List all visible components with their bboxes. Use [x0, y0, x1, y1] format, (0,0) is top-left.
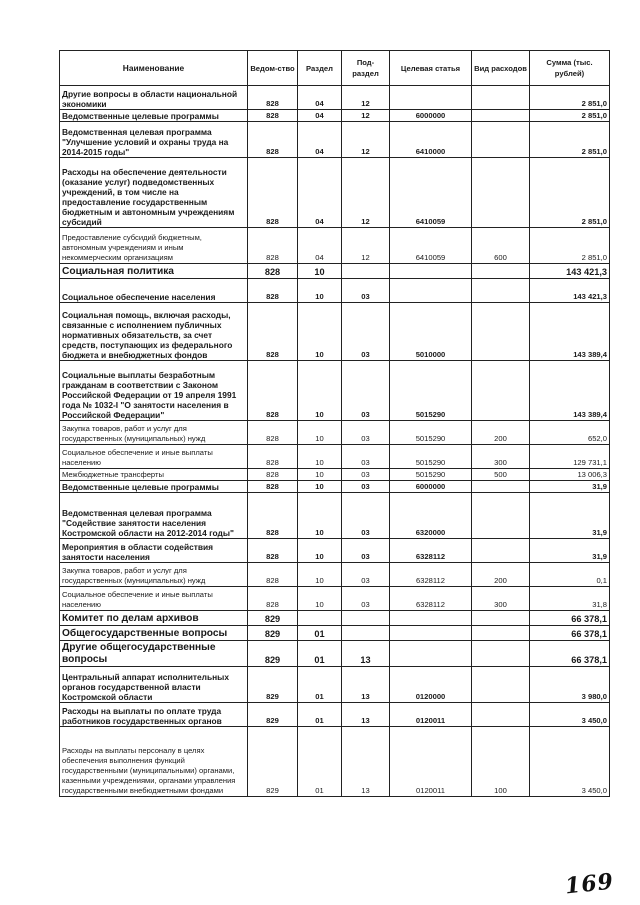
cell-section: 01: [298, 641, 342, 667]
cell-kind: 500: [472, 469, 530, 481]
cell-dept: 828: [248, 122, 298, 158]
cell-dept: 828: [248, 158, 298, 228]
cell-name: Закупка товаров, работ и услуг для государственных (муниципальных) нужд: [60, 563, 248, 587]
table-header-row: [60, 51, 610, 86]
cell-name: Центральный аппарат исполнительных органов государственной власти Костромской области: [60, 667, 248, 703]
cell-dept: 829: [248, 626, 298, 641]
cell-subsection: 03: [342, 563, 390, 587]
table-row: [60, 727, 610, 797]
cell-subsection: 12: [342, 122, 390, 158]
table-row: [60, 587, 610, 611]
cell-dept: 828: [248, 539, 298, 563]
table-row: [60, 469, 610, 481]
cell-amount: 66 378,1: [530, 611, 610, 626]
cell-amount: 31,8: [530, 587, 610, 611]
cell-amount: 3 450,0: [530, 727, 610, 797]
cell-target: 6328112: [390, 563, 472, 587]
cell-section: 01: [298, 626, 342, 641]
cell-dept: 828: [248, 421, 298, 445]
cell-amount: 31,9: [530, 493, 610, 539]
cell-subsection: 03: [342, 481, 390, 493]
header-target: Целевая статья: [390, 51, 472, 86]
cell-section: 10: [298, 361, 342, 421]
cell-name: Расходы на обеспечение деятельности (оказание услуг) подведомственных учреждений, в том числе на предоставление государственным бюджетным и автономным учреждениям субсидий: [60, 158, 248, 228]
cell-dept: 828: [248, 110, 298, 122]
cell-target: 6320000: [390, 493, 472, 539]
cell-amount: 143 389,4: [530, 303, 610, 361]
cell-name: Социальное обеспечение населения: [60, 279, 248, 303]
cell-target: 0120011: [390, 703, 472, 727]
cell-amount: 143 389,4: [530, 361, 610, 421]
cell-amount: 66 378,1: [530, 641, 610, 667]
header-section: Раздел: [298, 51, 342, 86]
cell-kind: [472, 611, 530, 626]
cell-target: [390, 86, 472, 110]
cell-section: 10: [298, 303, 342, 361]
cell-kind: 100: [472, 727, 530, 797]
cell-name: Закупка товаров, работ и услуг для государственных (муниципальных) нужд: [60, 421, 248, 445]
cell-target: 5015290: [390, 361, 472, 421]
cell-subsection: 03: [342, 445, 390, 469]
cell-name: Социальная помощь, включая расходы, связанные с исполнением публичных нормативных обязательств, за счет средств, поступающих из федерального бюджета и внебюджетных фондов: [60, 303, 248, 361]
cell-name: Другие общегосударственные вопросы: [60, 641, 248, 667]
cell-kind: [472, 158, 530, 228]
budget-table: [59, 50, 610, 797]
cell-dept: 828: [248, 469, 298, 481]
table-row: [60, 626, 610, 641]
cell-target: 6328112: [390, 539, 472, 563]
cell-dept: 829: [248, 703, 298, 727]
cell-dept: 828: [248, 361, 298, 421]
cell-amount: 2 851,0: [530, 110, 610, 122]
cell-kind: [472, 110, 530, 122]
cell-target: 6410059: [390, 228, 472, 264]
cell-section: [298, 611, 342, 626]
cell-name: Ведомственная целевая программа "Улучшение условий и охраны труда на 2014-2015 годы": [60, 122, 248, 158]
cell-target: 6410000: [390, 122, 472, 158]
table-row: [60, 445, 610, 469]
cell-amount: 31,9: [530, 539, 610, 563]
cell-amount: 31,9: [530, 481, 610, 493]
cell-kind: 200: [472, 421, 530, 445]
cell-kind: [472, 86, 530, 110]
cell-name: Социальная политика: [60, 264, 248, 279]
cell-amount: 143 421,3: [530, 279, 610, 303]
cell-target: 5015290: [390, 421, 472, 445]
cell-kind: 300: [472, 445, 530, 469]
table-row: [60, 110, 610, 122]
cell-name: Ведомственная целевая программа "Содействие занятости населения Костромской области на 2012-2014 годы": [60, 493, 248, 539]
cell-section: 10: [298, 264, 342, 279]
cell-subsection: 03: [342, 587, 390, 611]
table-row: [60, 641, 610, 667]
cell-subsection: 03: [342, 493, 390, 539]
cell-name: Предоставление субсидий бюджетным, автономным учреждениям и иным некоммерческим организациям: [60, 228, 248, 264]
cell-kind: 200: [472, 563, 530, 587]
cell-subsection: 13: [342, 727, 390, 797]
cell-target: 6000000: [390, 110, 472, 122]
cell-subsection: 12: [342, 86, 390, 110]
cell-section: 10: [298, 469, 342, 481]
cell-dept: 828: [248, 587, 298, 611]
cell-name: Мероприятия в области содействия занятости населения: [60, 539, 248, 563]
cell-name: Ведомственные целевые программы: [60, 481, 248, 493]
cell-section: 01: [298, 667, 342, 703]
cell-name: Социальное обеспечение и иные выплаты населению: [60, 587, 248, 611]
cell-subsection: 12: [342, 158, 390, 228]
header-dept: Ведом-ство: [248, 51, 298, 86]
cell-dept: 828: [248, 493, 298, 539]
table-row: [60, 611, 610, 626]
table-row: [60, 86, 610, 110]
cell-dept: 828: [248, 445, 298, 469]
table-row: [60, 667, 610, 703]
cell-kind: [472, 703, 530, 727]
cell-dept: 829: [248, 667, 298, 703]
cell-section: 04: [298, 86, 342, 110]
cell-dept: 828: [248, 264, 298, 279]
cell-target: 6328112: [390, 587, 472, 611]
cell-name: Межбюджетные трансферты: [60, 469, 248, 481]
cell-subsection: 03: [342, 279, 390, 303]
cell-kind: [472, 481, 530, 493]
cell-dept: 828: [248, 303, 298, 361]
cell-subsection: 13: [342, 667, 390, 703]
cell-kind: [472, 539, 530, 563]
cell-kind: [472, 279, 530, 303]
cell-kind: [472, 641, 530, 667]
cell-amount: 2 851,0: [530, 86, 610, 110]
cell-kind: [472, 667, 530, 703]
cell-name: Расходы на выплаты персоналу в целях обеспечения выполнения функций государственными (муниципальными) органами, казенными учреждениями, органами управления государственными внебюджетными фондами: [60, 727, 248, 797]
cell-subsection: 03: [342, 361, 390, 421]
cell-subsection: [342, 264, 390, 279]
table-row: [60, 361, 610, 421]
cell-name: Социальные выплаты безработным гражданам в соответствии с Законом Российской Федерации от 19 апреля 1991 года № 1032-I "О занятости населения в Российской Федерации": [60, 361, 248, 421]
cell-amount: 2 851,0: [530, 122, 610, 158]
cell-section: 10: [298, 445, 342, 469]
document-page: [59, 50, 609, 797]
cell-subsection: 03: [342, 539, 390, 563]
cell-section: 04: [298, 158, 342, 228]
table-row: [60, 421, 610, 445]
table-row: [60, 481, 610, 493]
table-row: [60, 563, 610, 587]
cell-subsection: 03: [342, 469, 390, 481]
cell-name: Социальное обеспечение и иные выплаты населению: [60, 445, 248, 469]
handwritten-page-number: 169: [563, 868, 616, 900]
cell-section: 10: [298, 279, 342, 303]
cell-amount: 143 421,3: [530, 264, 610, 279]
cell-amount: 0,1: [530, 563, 610, 587]
cell-kind: [472, 122, 530, 158]
cell-dept: 828: [248, 228, 298, 264]
cell-name: Расходы на выплаты по оплате труда работников государственных органов: [60, 703, 248, 727]
header-name: Наименование: [60, 51, 248, 86]
cell-name: Комитет по делам архивов: [60, 611, 248, 626]
cell-subsection: [342, 611, 390, 626]
cell-name: Общегосударственные вопросы: [60, 626, 248, 641]
cell-amount: 2 851,0: [530, 228, 610, 264]
header-amount: Сумма (тыс. рублей): [530, 51, 610, 86]
cell-kind: [472, 493, 530, 539]
cell-kind: [472, 361, 530, 421]
cell-subsection: 03: [342, 421, 390, 445]
cell-dept: 828: [248, 481, 298, 493]
cell-section: 10: [298, 539, 342, 563]
cell-subsection: 12: [342, 228, 390, 264]
cell-dept: 829: [248, 611, 298, 626]
cell-subsection: [342, 626, 390, 641]
cell-section: 01: [298, 703, 342, 727]
cell-amount: 652,0: [530, 421, 610, 445]
cell-subsection: 12: [342, 110, 390, 122]
table-row: [60, 122, 610, 158]
cell-target: 6410059: [390, 158, 472, 228]
cell-amount: 2 851,0: [530, 158, 610, 228]
cell-section: 10: [298, 563, 342, 587]
cell-dept: 829: [248, 641, 298, 667]
cell-dept: 828: [248, 279, 298, 303]
cell-target: [390, 279, 472, 303]
cell-target: [390, 611, 472, 626]
cell-name: Другие вопросы в области национальной экономики: [60, 86, 248, 110]
table-row: [60, 493, 610, 539]
cell-subsection: 13: [342, 641, 390, 667]
table-row: [60, 264, 610, 279]
cell-amount: 129 731,1: [530, 445, 610, 469]
cell-target: [390, 264, 472, 279]
cell-subsection: 13: [342, 703, 390, 727]
cell-kind: 300: [472, 587, 530, 611]
table-row: [60, 303, 610, 361]
cell-section: 10: [298, 587, 342, 611]
cell-dept: 829: [248, 727, 298, 797]
cell-target: 5015290: [390, 445, 472, 469]
cell-amount: 3 980,0: [530, 667, 610, 703]
cell-kind: 600: [472, 228, 530, 264]
cell-amount: 3 450,0: [530, 703, 610, 727]
cell-target: 5015290: [390, 469, 472, 481]
header-subsection: Под-раздел: [342, 51, 390, 86]
cell-section: 10: [298, 481, 342, 493]
table-row: [60, 539, 610, 563]
cell-section: 10: [298, 421, 342, 445]
cell-dept: 828: [248, 86, 298, 110]
table-row: [60, 228, 610, 264]
cell-amount: 13 006,3: [530, 469, 610, 481]
cell-section: 10: [298, 493, 342, 539]
table-row: [60, 279, 610, 303]
cell-subsection: 03: [342, 303, 390, 361]
cell-target: [390, 641, 472, 667]
cell-target: 6000000: [390, 481, 472, 493]
cell-target: 5010000: [390, 303, 472, 361]
cell-target: [390, 626, 472, 641]
table-row: [60, 703, 610, 727]
header-kind: Вид расходов: [472, 51, 530, 86]
table-body: [60, 86, 610, 797]
cell-section: 04: [298, 228, 342, 264]
cell-section: 04: [298, 122, 342, 158]
cell-target: 0120011: [390, 727, 472, 797]
cell-target: 0120000: [390, 667, 472, 703]
cell-kind: [472, 303, 530, 361]
cell-name: Ведомственные целевые программы: [60, 110, 248, 122]
cell-section: 04: [298, 110, 342, 122]
cell-dept: 828: [248, 563, 298, 587]
cell-kind: [472, 264, 530, 279]
table-row: [60, 158, 610, 228]
cell-section: 01: [298, 727, 342, 797]
cell-kind: [472, 626, 530, 641]
cell-amount: 66 378,1: [530, 626, 610, 641]
